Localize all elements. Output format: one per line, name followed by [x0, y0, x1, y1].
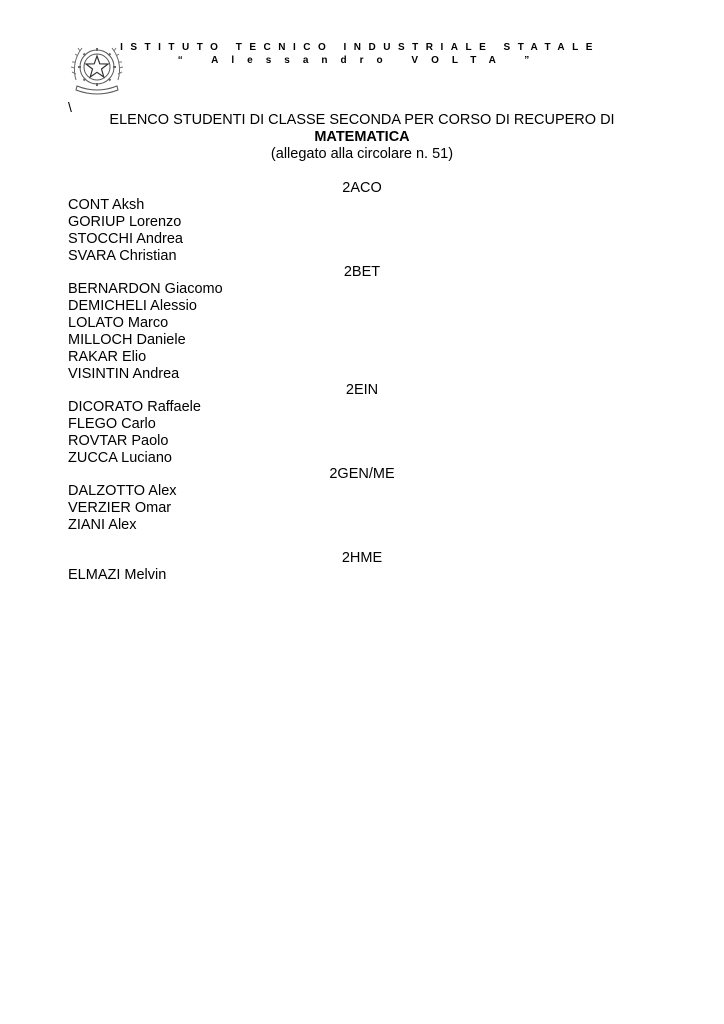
student-name: STOCCHI Andrea — [68, 231, 183, 247]
student-name: FLEGO Carlo — [68, 416, 156, 432]
class-heading: 2EIN — [345, 382, 379, 398]
circular-reference: (allegato alla circolare n. 51) — [270, 146, 454, 162]
document-title: ELENCO STUDENTI DI CLASSE SECONDA PER CORSO DI RECUPERO DI — [109, 112, 615, 128]
stray-mark: \ — [68, 99, 72, 115]
student-name: VISINTIN Andrea — [68, 366, 180, 382]
student-name: ELMAZI Melvin — [68, 567, 167, 583]
student-name: ZUCCA Luciano — [68, 450, 172, 466]
student-name: DEMICHELI Alessio — [68, 298, 197, 314]
student-name: VERZIER Omar — [68, 500, 172, 516]
student-name: LOLATO Marco — [68, 315, 169, 331]
student-name: MILLOCH Daniele — [68, 332, 186, 348]
student-name: ZIANI Alex — [68, 517, 137, 533]
student-name: DICORATO Raffaele — [68, 399, 201, 415]
class-heading: 2ACO — [342, 180, 382, 196]
student-name: GORIUP Lorenzo — [68, 214, 182, 230]
student-name: RAKAR Elio — [68, 349, 147, 365]
school-dedication: “ Alessandro VOLTA ” — [177, 55, 543, 66]
student-name: BERNARDON Giacomo — [68, 281, 223, 297]
school-name: ISTITUTO TECNICO INDUSTRIALE STATALE — [120, 42, 600, 53]
class-heading: 2BET — [343, 264, 381, 280]
class-heading: 2GEN/ME — [329, 466, 395, 482]
class-heading: 2HME — [341, 550, 383, 566]
student-name: DALZOTTO Alex — [68, 483, 177, 499]
student-name: CONT Aksh — [68, 197, 145, 213]
subject-title: MATEMATICA — [314, 129, 410, 145]
student-name: ROVTAR Paolo — [68, 433, 169, 449]
student-name: SVARA Christian — [68, 248, 177, 264]
